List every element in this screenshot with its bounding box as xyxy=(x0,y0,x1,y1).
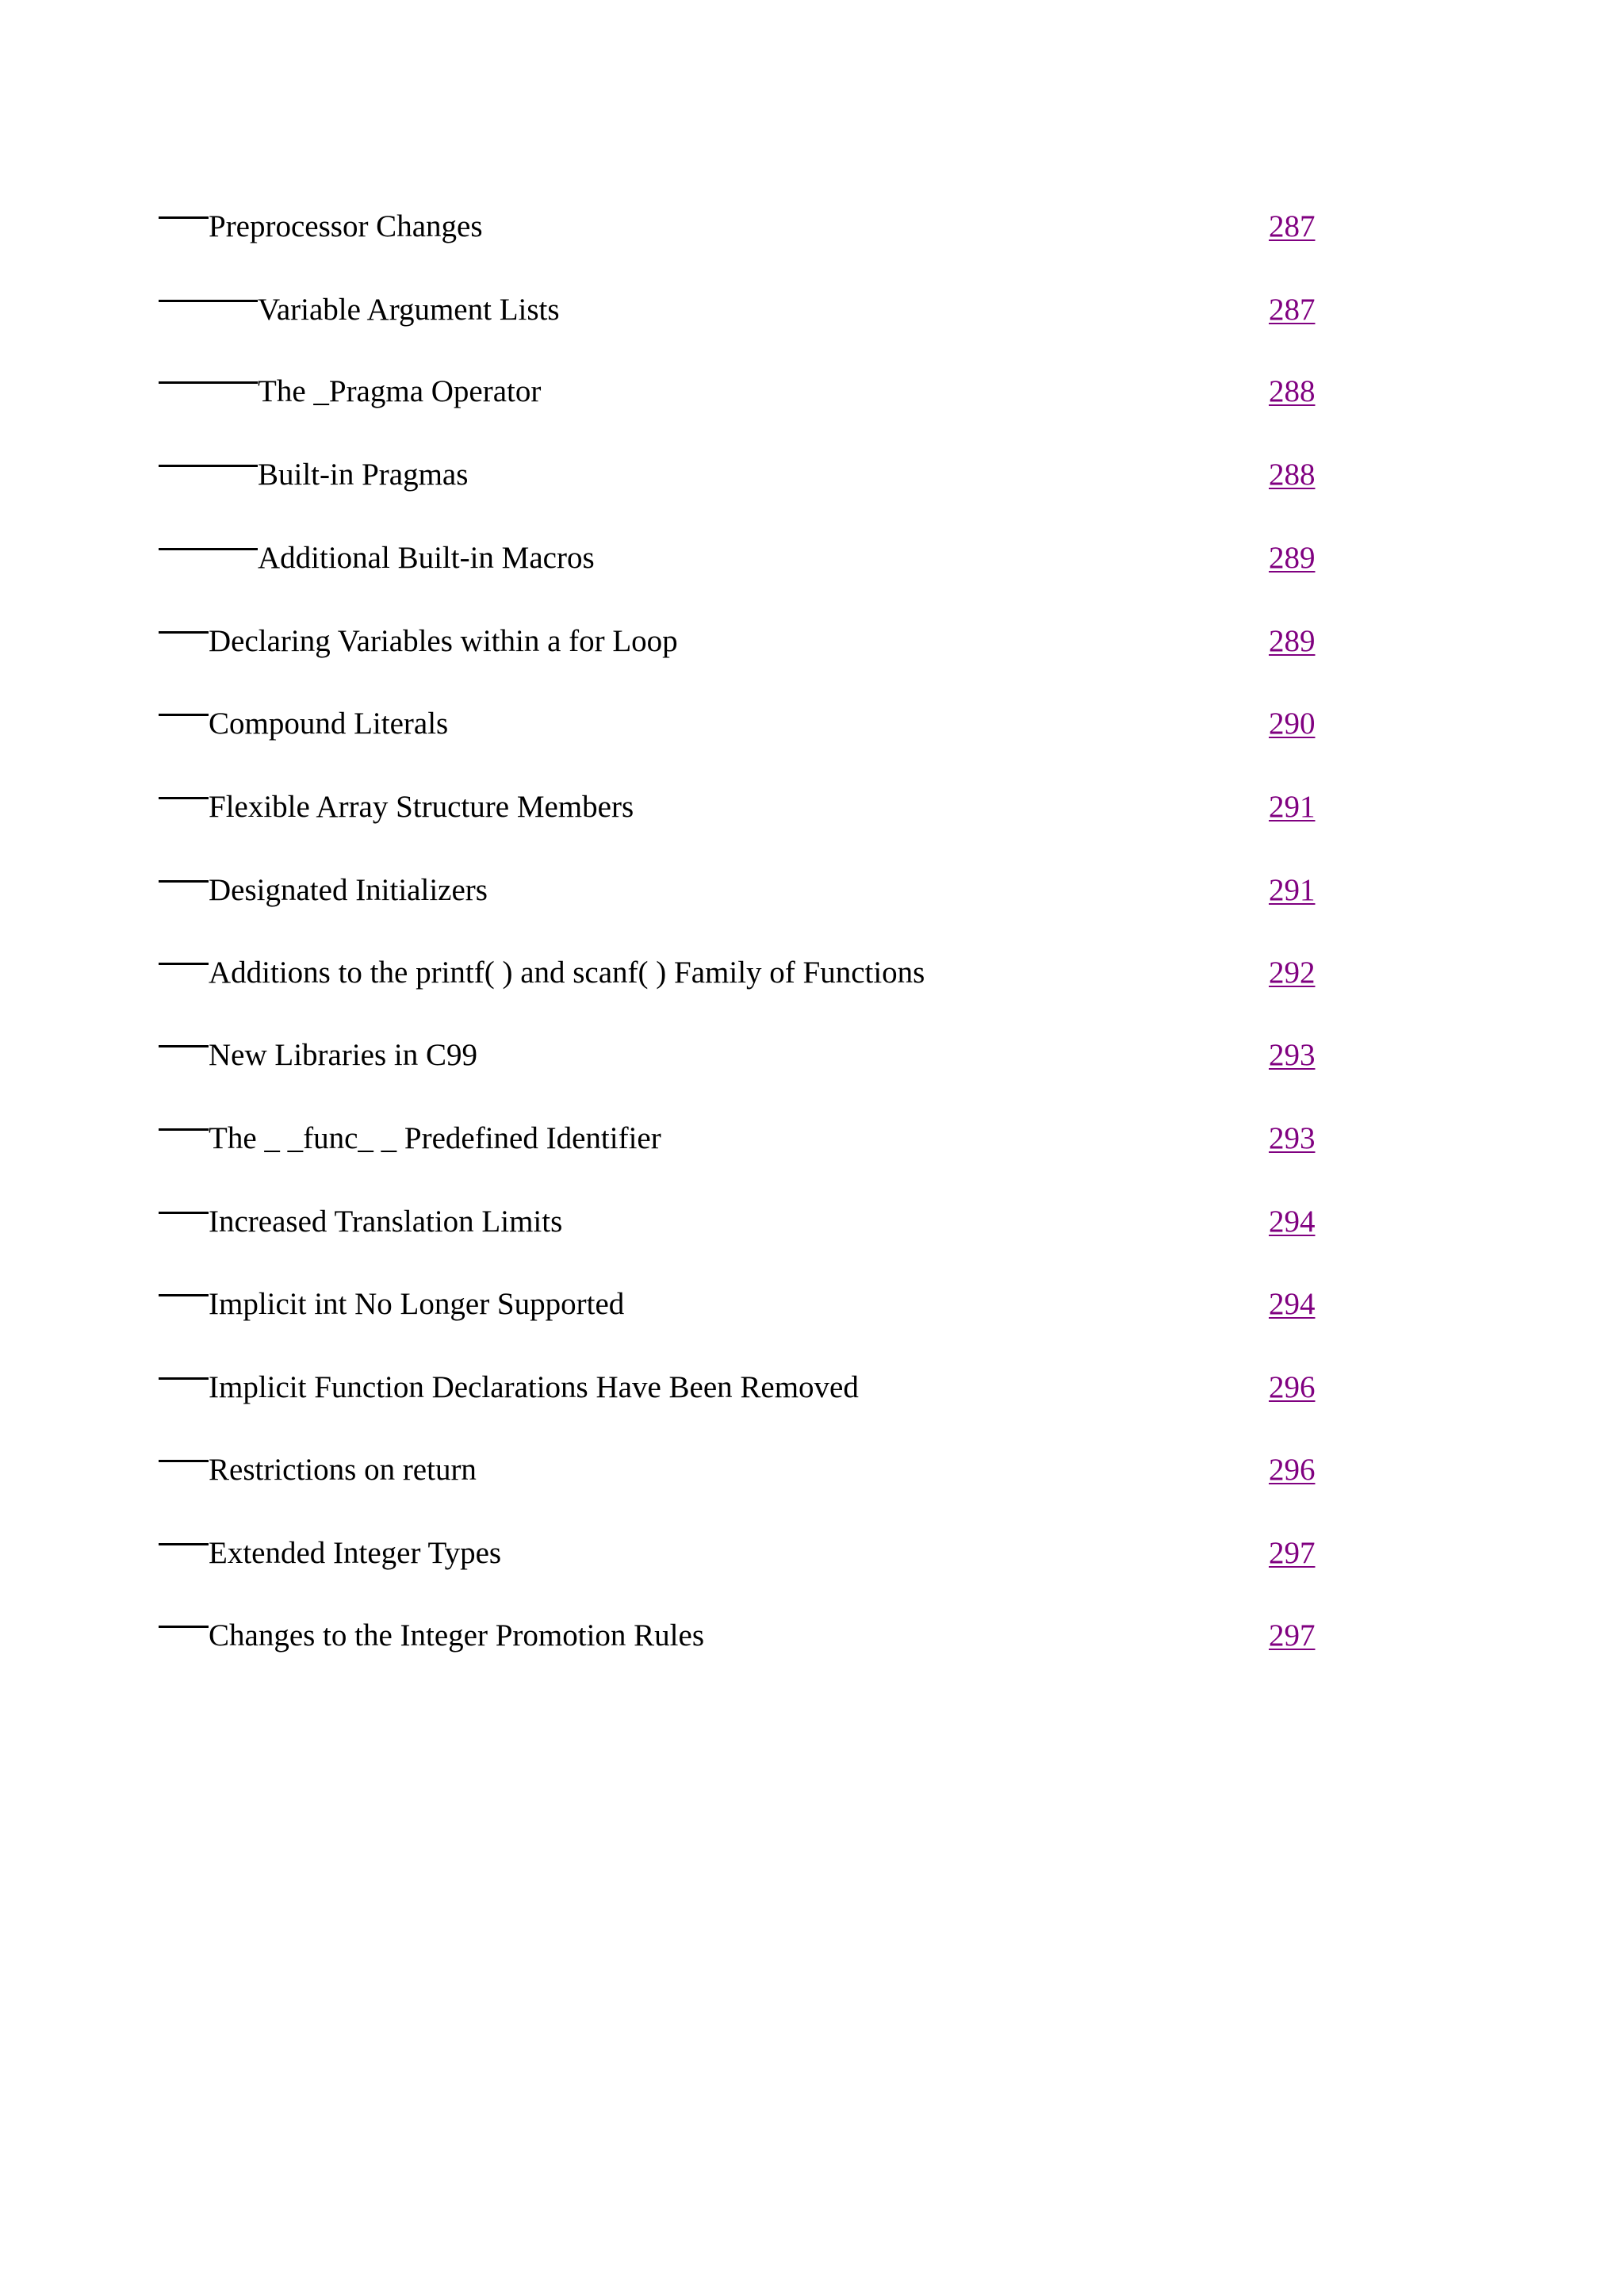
indent-rule xyxy=(159,381,258,384)
indent-rule xyxy=(159,1626,209,1628)
toc-entry-title: Implicit int No Longer Supported xyxy=(209,1287,625,1321)
toc-page-link[interactable]: 297 xyxy=(1269,1536,1316,1570)
indent-rule xyxy=(159,880,209,883)
toc-page-link[interactable]: 287 xyxy=(1269,209,1316,243)
toc-entry xyxy=(0,292,1624,339)
toc-page-link[interactable]: 292 xyxy=(1269,956,1316,990)
indent-rule xyxy=(159,1045,209,1047)
toc-entry-title: Additional Built-in Macros xyxy=(258,541,595,575)
toc-entry-title: Built-in Pragmas xyxy=(258,458,469,492)
toc-page-link[interactable]: 297 xyxy=(1269,1618,1316,1653)
toc-entry xyxy=(0,1452,1624,1499)
toc-entry-title: Additions to the printf( ) and scanf( ) Family of Functions xyxy=(209,956,925,990)
toc-page-link[interactable]: 291 xyxy=(1269,873,1316,907)
toc-entry-title: Changes to the Integer Promotion Rules xyxy=(209,1618,704,1653)
toc-page-link[interactable]: 294 xyxy=(1269,1204,1316,1239)
toc-entry xyxy=(0,1286,1624,1334)
toc-entry xyxy=(0,1535,1624,1583)
indent-rule xyxy=(159,1460,209,1462)
toc-entry xyxy=(0,457,1624,504)
toc-entry xyxy=(0,1618,1624,1665)
toc-entry-title: Increased Translation Limits xyxy=(209,1204,563,1239)
toc-page-link[interactable]: 291 xyxy=(1269,790,1316,824)
toc-entry-title: Preprocessor Changes xyxy=(209,209,483,243)
toc-entry-title: Extended Integer Types xyxy=(209,1536,502,1570)
indent-rule xyxy=(159,714,209,716)
toc-entry xyxy=(0,373,1624,421)
toc-page-link[interactable]: 296 xyxy=(1269,1370,1316,1404)
toc-page-link[interactable]: 288 xyxy=(1269,374,1316,408)
toc-entry-title: Restrictions on return xyxy=(209,1453,477,1487)
toc-entry-title: New Libraries in C99 xyxy=(209,1038,478,1072)
toc-entry xyxy=(0,540,1624,588)
indent-rule xyxy=(159,548,258,550)
toc-page-link[interactable]: 288 xyxy=(1269,458,1316,492)
toc-entry xyxy=(0,872,1624,920)
indent-rule xyxy=(159,1212,209,1214)
toc-entry-title: The _Pragma Operator xyxy=(258,374,542,408)
toc-page-link[interactable]: 287 xyxy=(1269,293,1316,327)
indent-rule xyxy=(159,300,258,302)
indent-rule xyxy=(159,1543,209,1545)
toc-entry xyxy=(0,706,1624,753)
toc-page-link[interactable]: 290 xyxy=(1269,707,1316,741)
toc-entry-title: Designated Initializers xyxy=(209,873,488,907)
toc-page-link[interactable]: 289 xyxy=(1269,541,1316,575)
toc-entry xyxy=(0,1120,1624,1168)
toc-entry xyxy=(0,209,1624,256)
toc-entry-title: Flexible Array Structure Members xyxy=(209,790,634,824)
toc-page-link[interactable]: 294 xyxy=(1269,1287,1316,1321)
indent-rule xyxy=(159,1128,209,1131)
indent-rule xyxy=(159,797,209,799)
toc-entry xyxy=(0,1204,1624,1251)
indent-rule xyxy=(159,1377,209,1380)
indent-rule xyxy=(159,631,209,634)
toc-entry xyxy=(0,623,1624,671)
indent-rule xyxy=(159,1294,209,1296)
toc-entry-title: Declaring Variables within a for Loop xyxy=(209,624,678,658)
toc-entry xyxy=(0,1037,1624,1085)
toc-page-link[interactable]: 289 xyxy=(1269,624,1316,658)
toc-entry xyxy=(0,789,1624,837)
toc-page-link[interactable]: 296 xyxy=(1269,1453,1316,1487)
indent-rule xyxy=(159,465,258,467)
toc-entry-title: Implicit Function Declarations Have Been Removed xyxy=(209,1370,859,1404)
toc-entry xyxy=(0,1369,1624,1417)
toc-entry-title: Compound Literals xyxy=(209,707,449,741)
toc-page-link[interactable]: 293 xyxy=(1269,1121,1316,1155)
toc-entry-title: The _ _func_ _ Predefined Identifier xyxy=(209,1121,661,1155)
indent-rule xyxy=(159,216,209,219)
indent-rule xyxy=(159,963,209,965)
toc-entry xyxy=(0,955,1624,1002)
toc-entry-title: Variable Argument Lists xyxy=(258,293,560,327)
toc-page-link[interactable]: 293 xyxy=(1269,1038,1316,1072)
